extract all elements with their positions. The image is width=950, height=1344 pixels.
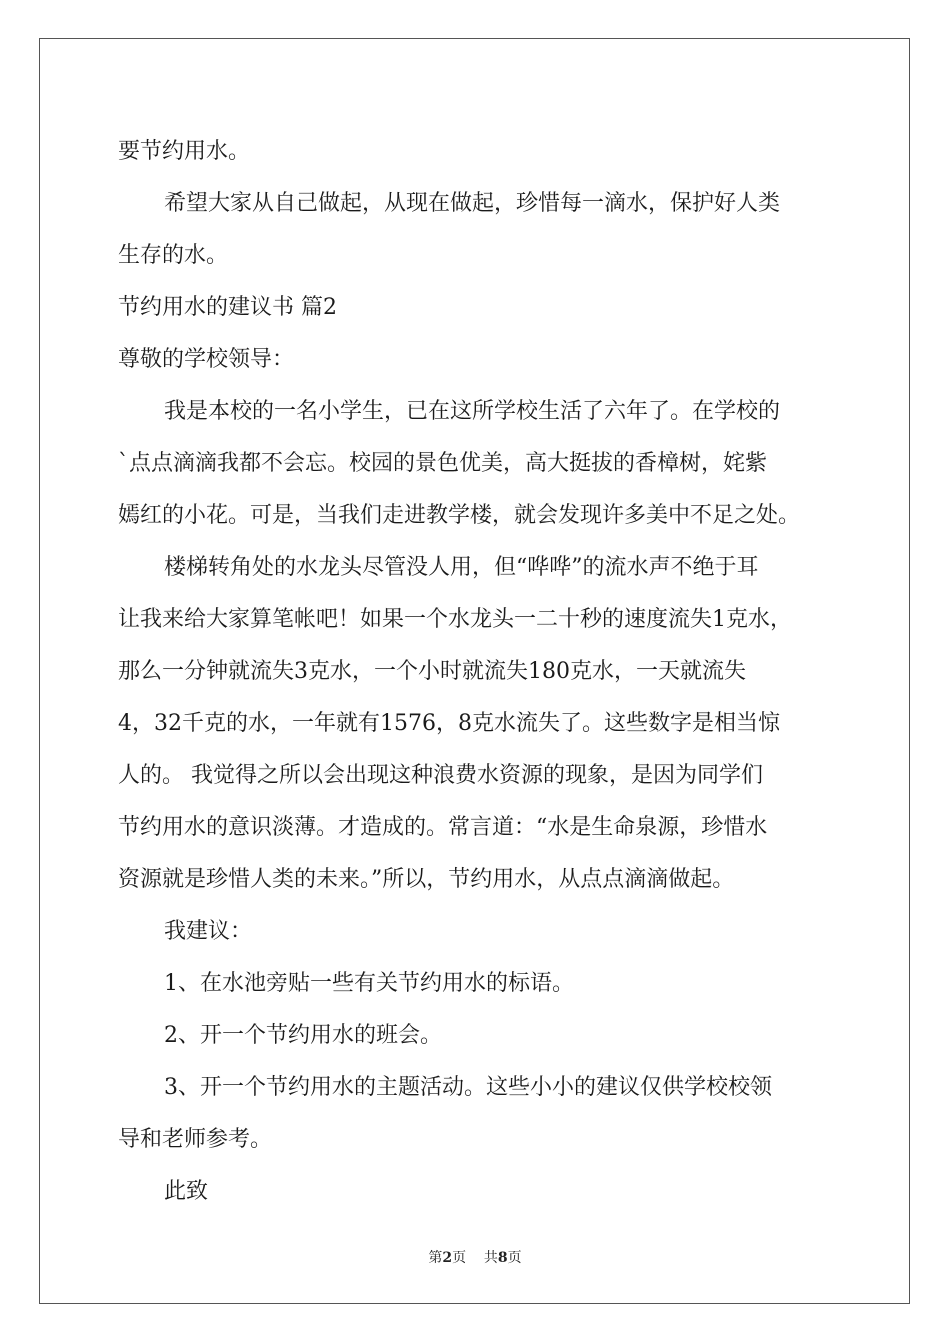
text-line: `点点滴滴我都不会忘。校园的景色优美，高大挺拔的香樟树，姹紫 [118, 451, 768, 476]
footer-page-prefix: 第 [428, 1250, 443, 1266]
text-line: 节约用水的意识淡薄。才造成的。常言道：“水是生命泉源，珍惜水 [118, 815, 768, 840]
salutation: 尊敬的学校领导： [118, 347, 295, 372]
list-item: 1、在水池旁贴一些有关节约用水的标语。 [164, 971, 574, 996]
list-item: 3、开一个节约用水的主题活动。这些小小的建议仅供学校校领 [164, 1075, 772, 1100]
footer-current-page: 2 [442, 1250, 453, 1266]
document-body [118, 126, 838, 1218]
text-line: 资源就是珍惜人类的未来。”所以，节约用水，从点点滴滴做起。 [118, 867, 735, 892]
text-line: 生存的水。 [118, 243, 229, 268]
text-line: 人的。 我觉得之所以会出现这种浪费水资源的现象，是因为同学们 [118, 763, 763, 788]
text-line: 楼梯转角处的水龙头尽管没人用，但“哗哗”的流水声不绝于耳 [164, 555, 759, 580]
text-line: 那么一分钟就流失3克水，一个小时就流失180克水，一天就流失 [118, 659, 746, 684]
footer-page-mid: 页 共 [452, 1250, 498, 1266]
text-line: 我是本校的一名小学生，已在这所学校生活了六年了。在学校的 [164, 399, 781, 424]
text-line: 4，32千克的水，一年就有1576，8克水流失了。这些数字是相当惊 [118, 711, 780, 736]
page-number-footer [0, 1247, 950, 1267]
text-line: 嫣红的小花。可是，当我们走进教学楼，就会发现许多美中不足之处。 [118, 503, 801, 528]
text-line: 导和老师参考。 [118, 1127, 273, 1152]
closing: 此致 [164, 1179, 209, 1204]
text-line: 我建议： [164, 919, 253, 944]
footer-page-suffix: 页 [507, 1250, 522, 1266]
text-line: 希望大家从自己做起，从现在做起，珍惜每一滴水，保护好人类 [164, 191, 781, 216]
footer-total-pages: 8 [497, 1250, 508, 1266]
section-heading: 节约用水的建议书 篇2 [118, 295, 337, 320]
list-item: 2、开一个节约用水的班会。 [164, 1023, 442, 1048]
text-line: 要节约用水。 [118, 139, 251, 164]
text-line: 让我来给大家算笔帐吧！如果一个水龙头一二十秒的速度流失1克水， [118, 607, 792, 632]
